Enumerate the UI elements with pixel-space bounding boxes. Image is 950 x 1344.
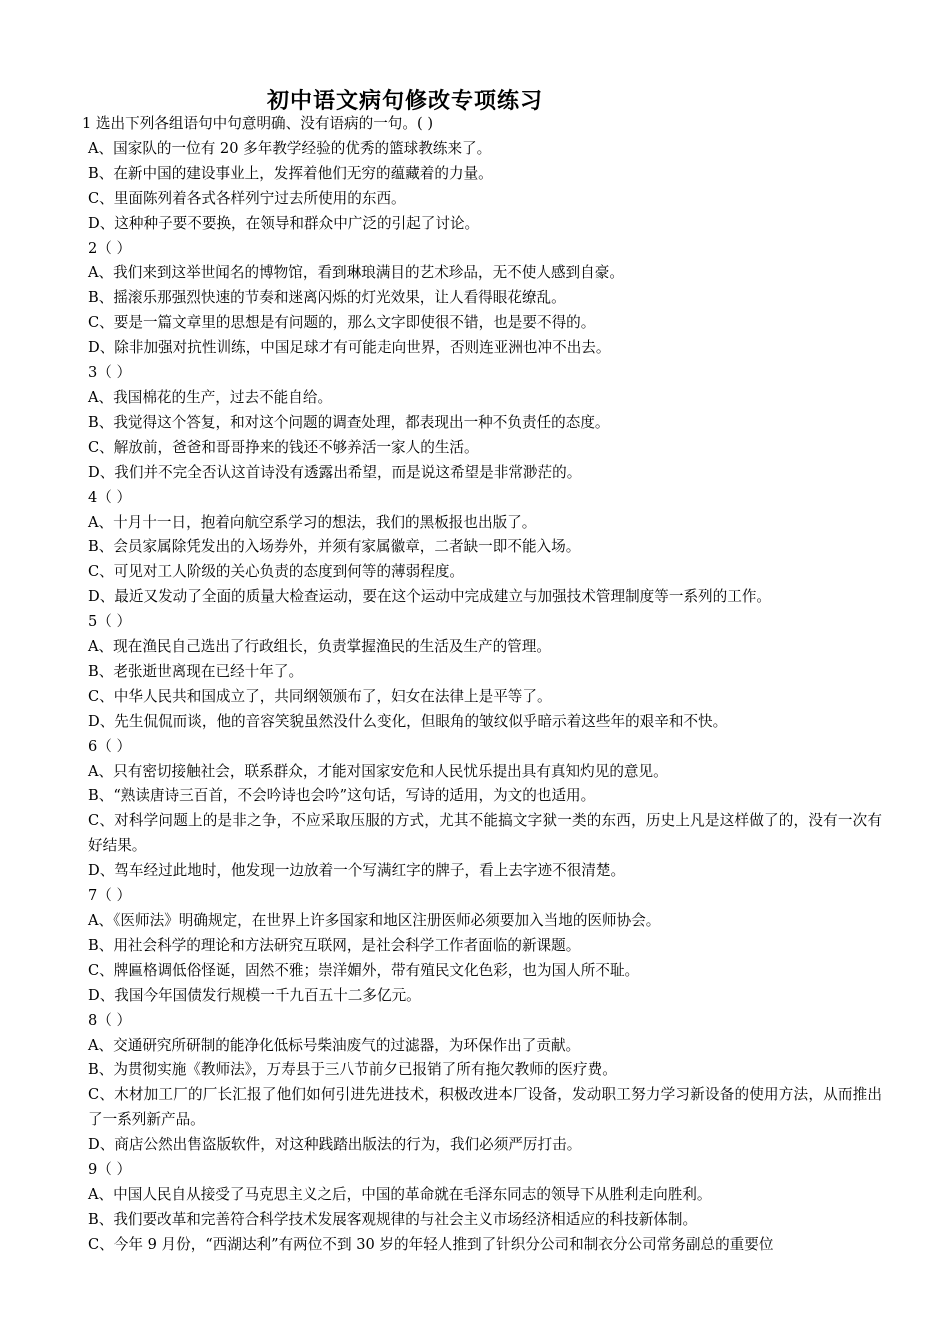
option-line: C、解放前，爸爸和哥哥挣来的钱还不够养活一家人的生活。: [88, 438, 479, 456]
option-line: A、只有密切接触社会，联系群众，才能对国家安危和人民忧乐提出具有真知灼见的意见。: [88, 762, 668, 780]
option-line: D、商店公然出售盗版软件，对这种践踏出版法的行为，我们必须严厉打击。: [88, 1136, 582, 1154]
option-line: B、“熟读唐诗三百首，不会吟诗也会吟”这句话，写诗的适用，为文的也适用。: [88, 787, 596, 805]
option-line: D、驾车经过此地时，他发现一边放着一个写满红字的牌子，看上去字迹不很清楚。: [88, 862, 626, 880]
question-number: 5（ ）: [88, 613, 132, 631]
option-line: B、我们要改革和完善符合科学技术发展客观规律的与社会主义市场经济相适应的科技新体制。: [88, 1210, 698, 1228]
page-title: 初中语文病句修改专项练习: [266, 88, 543, 114]
option-line: D、我国今年国债发行规模一千九百五十二多亿元。: [88, 986, 421, 1004]
question-1-prompt: 1 选出下列各组语句中句意明确、没有语病的一句。( ): [82, 115, 434, 132]
option-line: A、中国人民自从接受了马克思主义之后，中国的革命就在毛泽东同志的领导下从胜利走向胜利。: [88, 1185, 712, 1203]
option-line: B、为贯彻实施《教师法》，万寿县于三八节前夕已报销了所有拖欠教师的医疗费。: [88, 1061, 617, 1079]
option-line: C、可见对工人阶级的关心负责的态度到何等的薄弱程度。: [88, 563, 465, 581]
option-line: D、最近又发动了全面的质量大检查运动，要在这个运动中完成建立与加强技术管理制度等一系列的工作。: [88, 588, 772, 606]
option-line: A、现在渔民自己选出了行政组长，负责掌握渔民的生活及生产的管理。: [88, 638, 551, 656]
option-line: B、老张逝世离现在已经十年了。: [88, 662, 304, 680]
option-line: C、木材加工厂的厂长汇报了他们如何引进先进技术，积极改进本厂设备，发动职工努力学习新设备的使用方法，从而推出了一系列新产品。: [88, 1086, 882, 1129]
option-line: C、里面陈列着各式各样列宁过去所使用的东西。: [88, 189, 406, 207]
option-line: B、会员家属除凭发出的入场券外，并须有家属徽章，二者缺一即不能入场。: [88, 538, 581, 556]
option-line: B、我觉得这个答复，和对这个问题的调查处理，都表现出一种不负责任的态度。: [88, 413, 610, 431]
question-number: 9（ ）: [88, 1161, 132, 1179]
option-line: C、对科学问题上的是非之争，不应采取压服的方式，尤其不能搞文字狱一类的东西，历史上凡是这样做了的，没有一次有好结果。: [88, 812, 882, 855]
option-line: A、交通研究所研制的能净化低标号柴油废气的过滤器，为环保作出了贡献。: [88, 1036, 581, 1054]
option-line: B、摇滚乐那强烈快速的节奏和迷离闪烁的灯光效果，让人看得眼花缭乱。: [88, 289, 566, 307]
option-line: A、我们来到这举世闻名的博物馆，看到琳琅满目的艺术珍品，无不使人感到自豪。: [88, 264, 624, 282]
question-number: 4（ ）: [88, 488, 132, 506]
option-line: D、我们并不完全否认这首诗没有透露出希望，而是说这希望是非常渺茫的。: [88, 463, 582, 481]
question-number: 7（ ）: [88, 887, 132, 905]
option-line: C、要是一篇文章里的思想是有问题的，那么文字即使很不错，也是要不得的。: [88, 314, 596, 332]
question-number: 6（ ）: [88, 737, 132, 755]
option-line: D、这种种子要不要换，在领导和群众中广泛的引起了讨论。: [88, 214, 480, 232]
question-number: 2（ ）: [88, 239, 132, 257]
option-line: B、在新中国的建设事业上，发挥着他们无穷的蕴藏着的力量。: [88, 164, 493, 182]
option-line: D、先生侃侃而谈，他的音容笑貌虽然没什么变化，但眼角的皱纹似乎暗示着这些年的艰辛和不快。: [88, 712, 728, 730]
option-line: A、十月十一日，抱着向航空系学习的想法，我们的黑板报也出版了。: [88, 513, 537, 531]
option-line: B、用社会科学的理论和方法研究互联网，是社会科学工作者面临的新课题。: [88, 936, 581, 954]
option-line: A、我国棉花的生产，过去不能自给。: [88, 388, 333, 406]
option-line: D、除非加强对抗性训练，中国足球才有可能走向世界，否则连亚洲也冲不出去。: [88, 339, 611, 357]
option-line: C、牌匾格调低俗怪诞，固然不雅；崇洋媚外，带有殖民文化色彩，也为国人所不耻。: [88, 961, 640, 979]
question-number: 8（ ）: [88, 1011, 132, 1029]
exercise-content: [82, 112, 882, 1258]
question-number: 3（ ）: [88, 364, 132, 382]
option-line: A、《医师法》明确规定，在世界上许多国家和地区注册医师必须要加入当地的医师协会。: [88, 912, 661, 929]
option-line: C、中华人民共和国成立了，共同纲领颁布了，妇女在法律上是平等了。: [88, 687, 552, 705]
option-line: C、今年 9 月份，“西湖达利”有两位不到 30 岁的年轻人推到了针织分公司和制衣分公司常务副总的重要位: [88, 1235, 774, 1253]
option-line: A、国家队的一位有 20 多年教学经验的优秀的篮球教练来了。: [88, 139, 492, 157]
